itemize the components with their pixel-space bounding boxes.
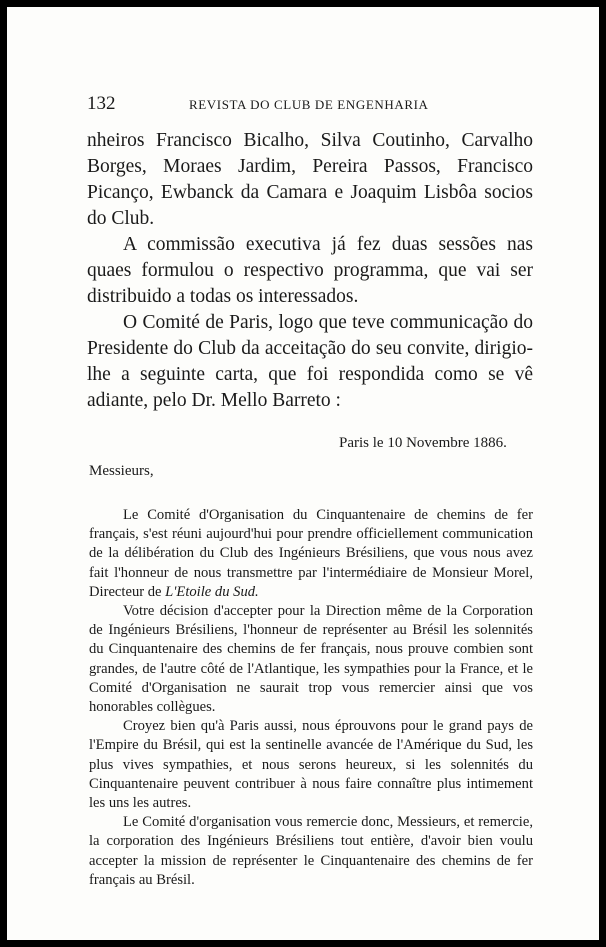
newspaper-title: L'Etoile du Sud. <box>165 583 259 600</box>
body-text <box>87 128 533 414</box>
letter-paragraph: Le Comité d'organisation vous remercie donc, Messieurs, et remercie, la corporation des Ingénieurs Brésiliens tout entière, d'avoir bien voulu accepter la mission de représenter le Cinquantenaire des chemins de fer français au Brésil. <box>89 814 533 888</box>
letter-paragraph <box>89 506 533 602</box>
letter-salutation: Messieurs, <box>89 463 154 479</box>
page-number: 132 <box>87 93 116 114</box>
running-title: REVISTA DO CLUB DE ENGENHARIA <box>189 97 429 112</box>
letter-body <box>89 506 533 890</box>
page <box>7 7 599 940</box>
letter-text: Le Comité d'Organisation du Cinquantenaire de chemins de fer français, s'est réuni aujourd'hui pour prendre officiellement communication de la délibération du Club des Ingénieurs Brésiliens, que vous nous avez fait l'honneur de nous transmettre par l'intermédiaire de Monsieur Morel, Directeur de <box>89 507 533 600</box>
letter-paragraph: Croyez bien qu'à Paris aussi, nous éprouvons pour le grand pays de l'Empire du Brésil, qui est la sentinelle avancée de l'Amérique du Sud, les plus vives sympathies, et nous serons heureux, si les solennités du Cinquantenaire peuvent contribuer à nous faire connaître plus intimement les uns les autres. <box>89 718 533 812</box>
body-paragraph: A commissão executiva já fez duas sessões nas quaes formulou o respectivo programma, que vai ser distribuido a todas os interessados. <box>87 234 533 307</box>
page-header <box>87 93 531 117</box>
letter-paragraph: Votre décision d'accepter pour la Direction même de la Corporation de Ingénieurs Brésiliens, l'honneur de représenter au Brésil les solennités du Cinquantenaire des chemins de fer français, nous prouve combien sont grandes, de l'autre côté de l'Atlantique, les sympathies pour la France, et le Comité d'Organisation ne saurait trop vous remercier ainsi que vos honorables collègues. <box>89 603 533 716</box>
body-paragraph: O Comité de Paris, logo que teve communicação do Presidente do Club da acceitação do seu convite, dirigio-lhe a seguinte carta, que foi respondida como se vê adiante, pelo Dr. Mello Barreto : <box>87 312 533 411</box>
letter-date: Paris le 10 Novembre 1886. <box>339 435 507 451</box>
body-paragraph: nheiros Francisco Bicalho, Silva Coutinho, Carvalho Borges, Moraes Jardim, Pereira Passos, Francisco Picanço, Ewbanck da Camara e Joaquim Lisbôa socios do Club. <box>87 130 533 229</box>
